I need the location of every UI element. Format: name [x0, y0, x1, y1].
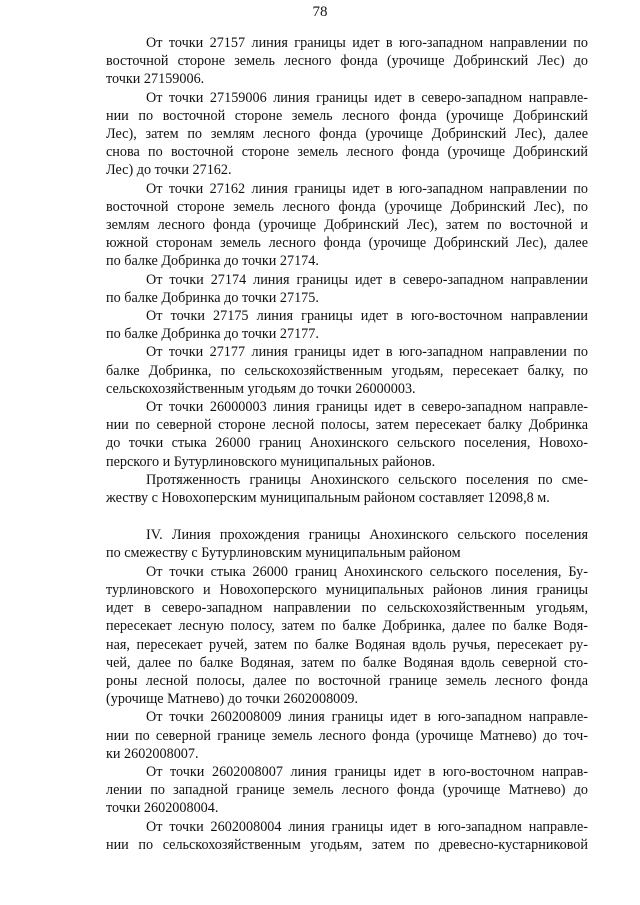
text-line: точки 2602008004.: [106, 800, 219, 817]
text-line: нии по восточной стороне земель лесного фонда (урочище Добринский: [106, 107, 588, 124]
text-line: чей, далее по балке Водяная, затем по балке Водяная вдоль северной сто-: [106, 654, 588, 671]
text-line: От точки 27157 линия границы идет в юго-западном направлении по: [146, 35, 588, 51]
paragraph: [106, 307, 588, 343]
text-line: От точки 27175 линия границы идет в юго-восточном направлении: [146, 308, 588, 325]
document-body: [106, 34, 588, 854]
text-line: От точки 27162 линия границы идет в юго-западном направлении по: [146, 180, 588, 197]
text-line: по балке Добринка до точки 27175.: [106, 289, 319, 306]
text-line: От точки 27159006 линия границы идет в северо-западном направле-: [146, 89, 588, 106]
text-line: нии по северной стороне лесной полосы, затем пересекает балку Добринка: [106, 417, 588, 434]
paragraph: [106, 34, 588, 89]
text-line: по балке Добринка до точки 27174.: [106, 253, 319, 270]
text-line: сельскохозяйственным угодьям до точки 26000003.: [106, 380, 416, 397]
text-line: От точки 26000003 линия границы идет в северо-западном направле-: [146, 399, 588, 416]
paragraph: [106, 563, 588, 709]
paragraph: [106, 763, 588, 818]
text-line: Лес), затем по землям лесного фонда (урочище Добринский Лес), далее: [106, 126, 588, 143]
text-line: От точки 2602008004 линия границы идет в юго-западном направле-: [146, 818, 588, 835]
paragraph: [106, 471, 588, 507]
text-line: Лес) до точки 27162.: [106, 162, 232, 179]
paragraph: [106, 343, 588, 398]
paragraph: [106, 89, 588, 180]
text-line: турлиновского и Новохоперского муниципальных районов линия границы: [106, 581, 588, 598]
text-line: От точки 2602008009 линия границы идет в юго-западном направле-: [146, 709, 588, 726]
text-line: От точки стыка 26000 границ Анохинского сельского поселения, Бу-: [146, 563, 588, 580]
text-line: (урочище Матнево) до точки 2602008009.: [106, 691, 358, 708]
text-line: От точки 27177 линия границы идет в юго-западном направлении по: [146, 344, 588, 361]
text-line: ки 2602008007.: [106, 745, 199, 762]
text-line: IV. Линия прохождения границы Анохинского сельского поселения: [146, 527, 588, 544]
paragraph: [106, 180, 588, 271]
text-line: перского и Бутурлиновского муниципальных районов.: [106, 453, 436, 470]
paragraph: [106, 398, 588, 471]
text-line: южной сторонам земель лесного фонда (урочище Добринский Лес), далее: [106, 235, 588, 252]
text-line: точки 27159006.: [106, 71, 205, 88]
text-line: идет в северо-западном направлении по сельскохозяйственным угодьям,: [106, 600, 588, 617]
paragraph: [106, 818, 588, 854]
paragraph: [106, 271, 588, 307]
text-line: От точки 27174 линия границы идет в северо-западном направлении: [146, 271, 588, 288]
text-line: снова по восточной стороне земель лесного фонда (урочище Добринский: [106, 144, 588, 161]
text-line: ная, пересекает ручей, затем по балке Водяная вдоль ручья, пересекает ру-: [106, 636, 588, 653]
text-line: пересекает лесную полосу, затем по балке Добринка, далее по балке Водя-: [106, 618, 588, 635]
text-line: нии по северной границе земель лесного фонда (урочище Матнево) до точ-: [106, 727, 588, 744]
text-line: Протяженность границы Анохинского сельского поселения по сме-: [146, 471, 588, 488]
text-line: по балке Добринка до точки 27177.: [106, 326, 319, 343]
text-line: жеству с Новохоперским муниципальным районом составляет 12098,8 м.: [106, 490, 550, 507]
section-heading: [106, 526, 588, 562]
paragraph: [106, 708, 588, 763]
page-number: 78: [312, 4, 328, 20]
text-line: лении по западной границе земель лесного фонда (урочище Матнево) до: [106, 782, 588, 799]
text-line: роны лесной полосы, далее по восточной границе земель лесного фонда: [106, 672, 588, 689]
text-line: по смежеству с Бутурлиновским муниципальным районом: [106, 545, 461, 562]
text-line: восточной стороне земель лесного фонда (урочище Добринский Лес) до: [106, 53, 588, 70]
text-line: до точки стыка 26000 границ Анохинского сельского поселения, Новохо-: [106, 435, 588, 452]
text-line: балке Добринка, по сельскохозяйственным угодьям, пересекает балку, по: [106, 362, 588, 379]
text-line: землям лесного фонда (урочище Добринский Лес), затем по восточной и: [106, 217, 588, 234]
text-line: От точки 2602008007 линия границы идет в юго-восточном направ-: [146, 763, 588, 780]
text-line: восточной стороне земель лесного фонда (урочище Добринский Лес), по: [106, 198, 588, 215]
text-line: нии по сельскохозяйственным угодьям, затем по древесно-кустарниковой: [106, 836, 588, 853]
